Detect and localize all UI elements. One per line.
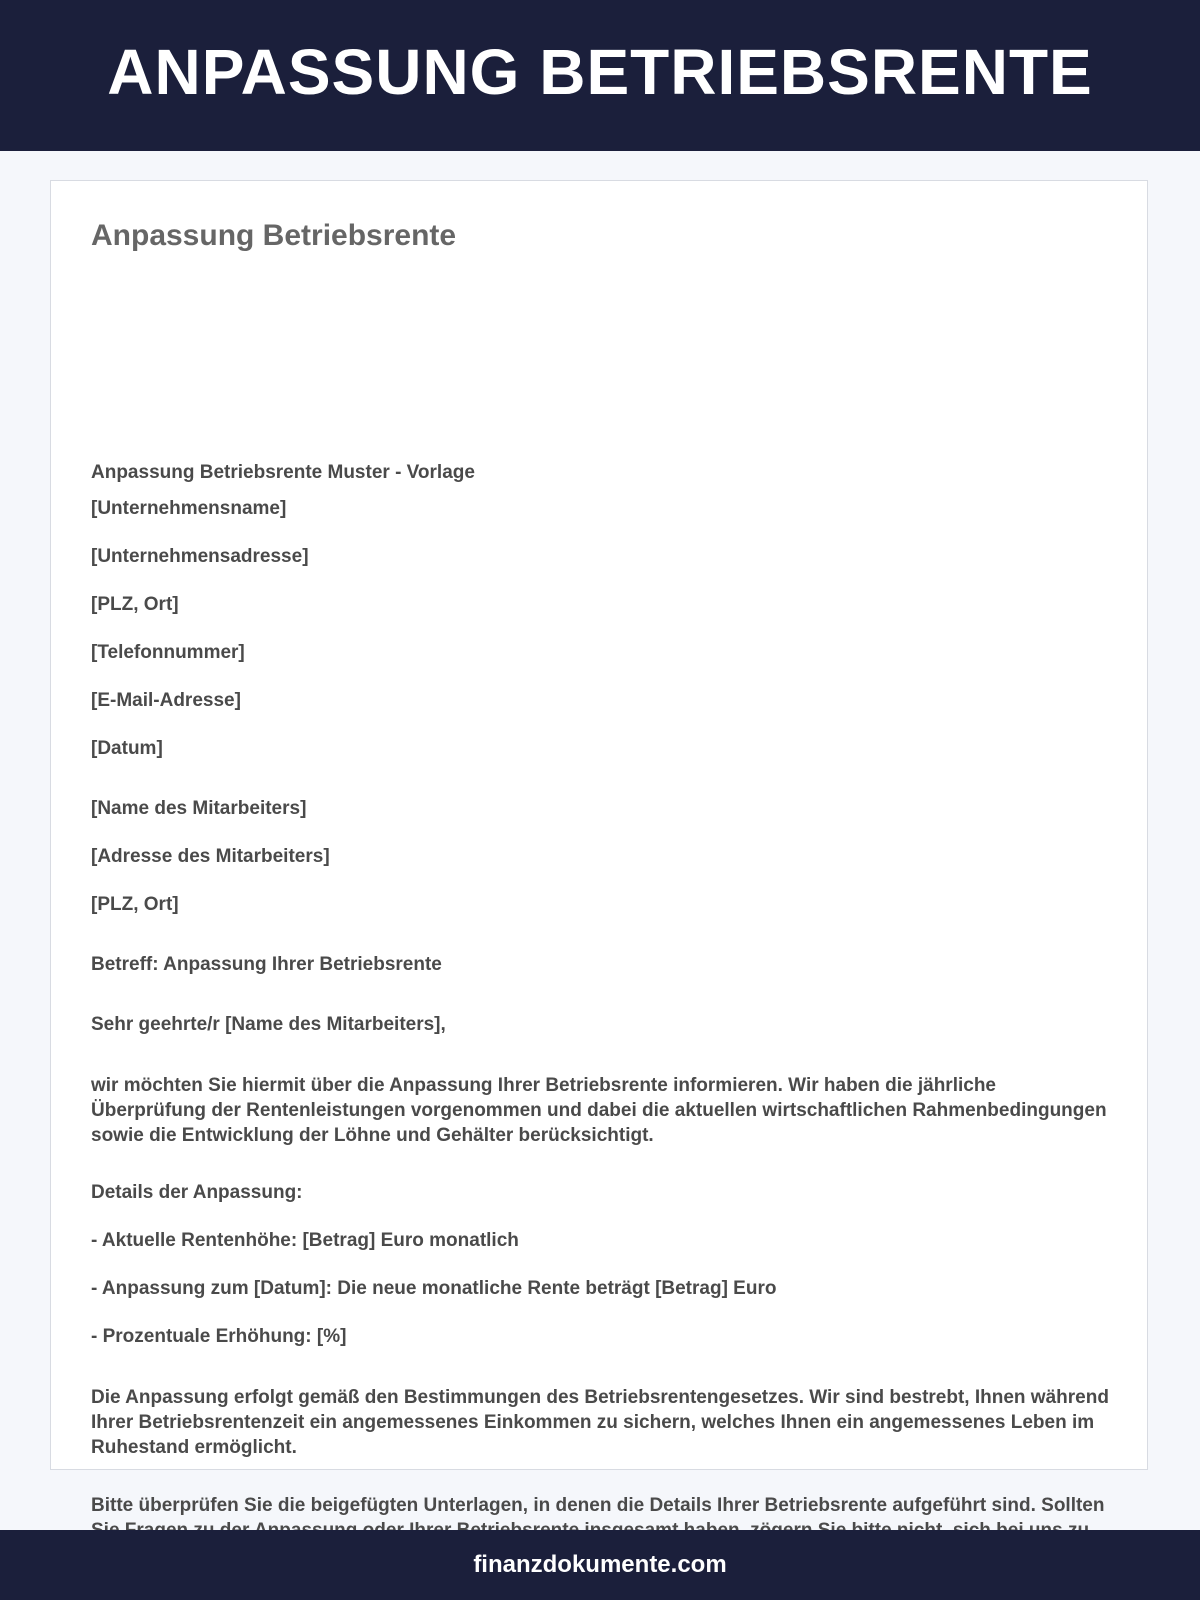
footer-site-name: finanzdokumente.com (473, 1551, 727, 1578)
letter-salutation: Sehr geehrte/r [Name des Mitarbeiters], (91, 1014, 446, 1035)
details-heading: Details der Anpassung: (91, 1182, 303, 1203)
sender-email: [E-Mail-Adresse] (91, 690, 241, 711)
letter-subject: Betreff: Anpassung Ihrer Betriebsrente (91, 954, 442, 975)
page-footer (0, 1530, 1200, 1600)
recipient-address: [Adresse des Mitarbeiters] (91, 846, 330, 867)
sender-phone: [Telefonnummer] (91, 642, 245, 663)
detail-new-pension: - Anpassung zum [Datum]: Die neue monatliche Rente beträgt [Betrag] Euro (91, 1278, 777, 1299)
recipient-zip-city: [PLZ, Ort] (91, 894, 179, 915)
sender-company-address: [Unternehmensadresse] (91, 546, 309, 567)
document-title: Anpassung Betriebsrente (91, 219, 457, 252)
legal-paragraph: Die Anpassung erfolgt gemäß den Bestimmungen des Betriebsrentengesetzes. Wir sind bestrebt, Ihnen während Ihrer Betriebsrentenzeit ein angemessenes Einkommen zu sichern, welches Ihnen ein angemessenes Leben im Ruhestand ermöglicht. (91, 1387, 1109, 1458)
letter-date: [Datum] (91, 738, 163, 759)
recipient-name: [Name des Mitarbeiters] (91, 798, 307, 819)
intro-paragraph: wir möchten Sie hiermit über die Anpassung Ihrer Betriebsrente informieren. Wir haben die jährliche Überprüfung der Rentenleistungen vorgenommen und dabei die aktuellen wirtschaftlichen Rahmenbedingungen sowie die Entwicklung der Löhne und Gehälter berücksichtigt. (91, 1075, 1107, 1146)
sender-company-name: [Unternehmensname] (91, 498, 287, 519)
document-subtitle: Anpassung Betriebsrente Muster - Vorlage (91, 462, 475, 483)
detail-current-pension: - Aktuelle Rentenhöhe: [Betrag] Euro monatlich (91, 1230, 519, 1251)
detail-percentage-increase: - Prozentuale Erhöhung: [%] (91, 1326, 347, 1347)
document-card (50, 180, 1148, 1516)
page-header (0, 0, 1200, 151)
closing-paragraph: Bitte überprüfen Sie die beigefügten Unterlagen, in denen die Details Ihrer Betriebsrente aufgeführt sind. Sollten (91, 1495, 1105, 1516)
page-banner-title: ANPASSUNG BETRIEBSRENTE (107, 35, 1093, 108)
sender-zip-city: [PLZ, Ort] (91, 594, 179, 615)
